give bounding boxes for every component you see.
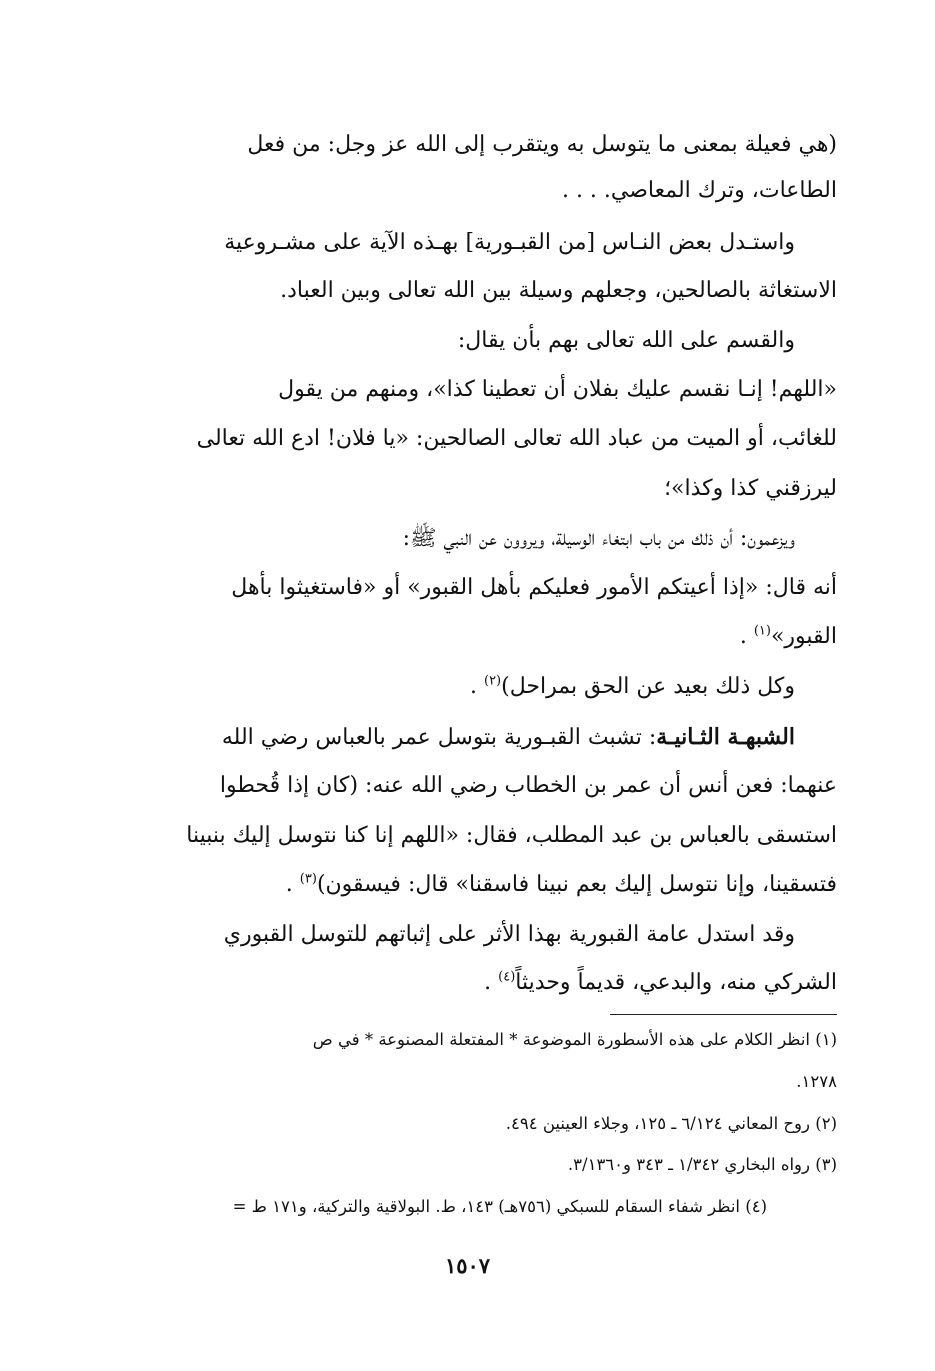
body-line: عنهما: فعن أنس أن عمر بن الخطاب رضي الله عنه: (كان إذا قُحطوا	[219, 773, 837, 798]
body-text: .	[484, 970, 492, 995]
body-line	[222, 722, 795, 753]
footnote-line: (٢) روح المعاني ٦/١٢٤ ـ ١٢٥، وجلاء العينين ٤٩٤.	[505, 1114, 837, 1133]
body-line	[484, 968, 837, 998]
body-text: .	[469, 674, 477, 699]
footnote-ref: (٢)	[483, 673, 502, 689]
footnote-ref: (١)	[753, 623, 771, 639]
body-text: .	[285, 872, 293, 897]
body-text: .	[739, 624, 747, 649]
body-line	[470, 672, 795, 702]
body-line: ويزعمون: أن ذلك من باب ابتغاء الوسيلة، ويروون عن النبي ﷺ:	[402, 526, 795, 551]
body-line	[286, 870, 837, 900]
footnote-ref: (٣)	[299, 871, 317, 887]
section-heading: الشبهـة الثـانيـة	[656, 724, 795, 750]
body-line: والقسم على الله تعالى بهم بأن يقال:	[457, 328, 795, 353]
body-line: للغائب، أو الميت من عباد الله تعالى الصالحين: «يا فلان! ادع الله تعالى	[196, 426, 837, 451]
footnote-line: ١٢٧٨.	[796, 1072, 837, 1091]
body-line: استسقى بالعباس بن عبد المطلب، فقال: «اللهم إنا كنا نتوسل إليك بنبينا	[186, 823, 837, 848]
body-line: الاستغاثة بالصالحين، وجعلهم وسيلة بين الله تعالى وبين العباد.	[280, 278, 837, 303]
body-text: : تشبث القبـورية بتوسل عمر بالعباس رضي الله	[221, 725, 657, 750]
body-line: الطاعات، وترك المعاصي. . . .	[561, 178, 837, 203]
body-text: فتسقينا، وإنا نتوسل إليك بعم نبينا فاسقنا» قال: فيسقون)	[316, 872, 837, 897]
page-number: ١٥٠٧	[444, 1253, 491, 1278]
footnote-separator	[610, 1014, 837, 1015]
footnote-ref: (٤)	[498, 969, 516, 985]
body-text: القبور»	[770, 624, 837, 649]
body-text: الشركي منه، والبدعي، قديماً وحديثاً	[515, 970, 837, 995]
body-line: «اللهم! إنـا نقسم عليك بفلان أن تعطينا كذا»، ومنهم من يقول	[278, 377, 837, 402]
body-line: (هي فعيلة بمعنى ما يتوسل به ويتقرب إلى الله عز وجل: من فعل	[247, 132, 837, 157]
body-line: ليرزقني كذا وكذا»؛	[664, 476, 837, 501]
body-line: واستـدل بعض النـاس [من القبـورية] بهـذه الآية على مشـروعية	[224, 230, 795, 255]
footnote-line: (٤) انظر شفاء السقام للسبكي (٧٥٦هـ) ١٤٣، ط. البولاقية والتركية، و١٧١ ط =	[232, 1197, 767, 1216]
body-line: وقد استدل عامة القبورية بهذا الأثر على إثباتهم للتوسل القبوري	[223, 922, 795, 947]
footnote-line: (٣) رواه البخاري ١/٣٤٢ ـ ٣٤٣ و٣/١٣٦٠.	[567, 1155, 837, 1174]
body-line: أنه قال: «إذا أعيتكم الأمور فعليكم بأهل القبور» أو «فاستغيثوا بأهل	[231, 575, 837, 600]
body-line	[740, 622, 837, 652]
footnote-line: (١) انظر الكلام على هذه الأسطورة الموضوعة * المفتعلة المصنوعة * في ص	[312, 1030, 837, 1049]
body-text: وكل ذلك بعيد عن الحق بمراحل)	[501, 674, 795, 699]
